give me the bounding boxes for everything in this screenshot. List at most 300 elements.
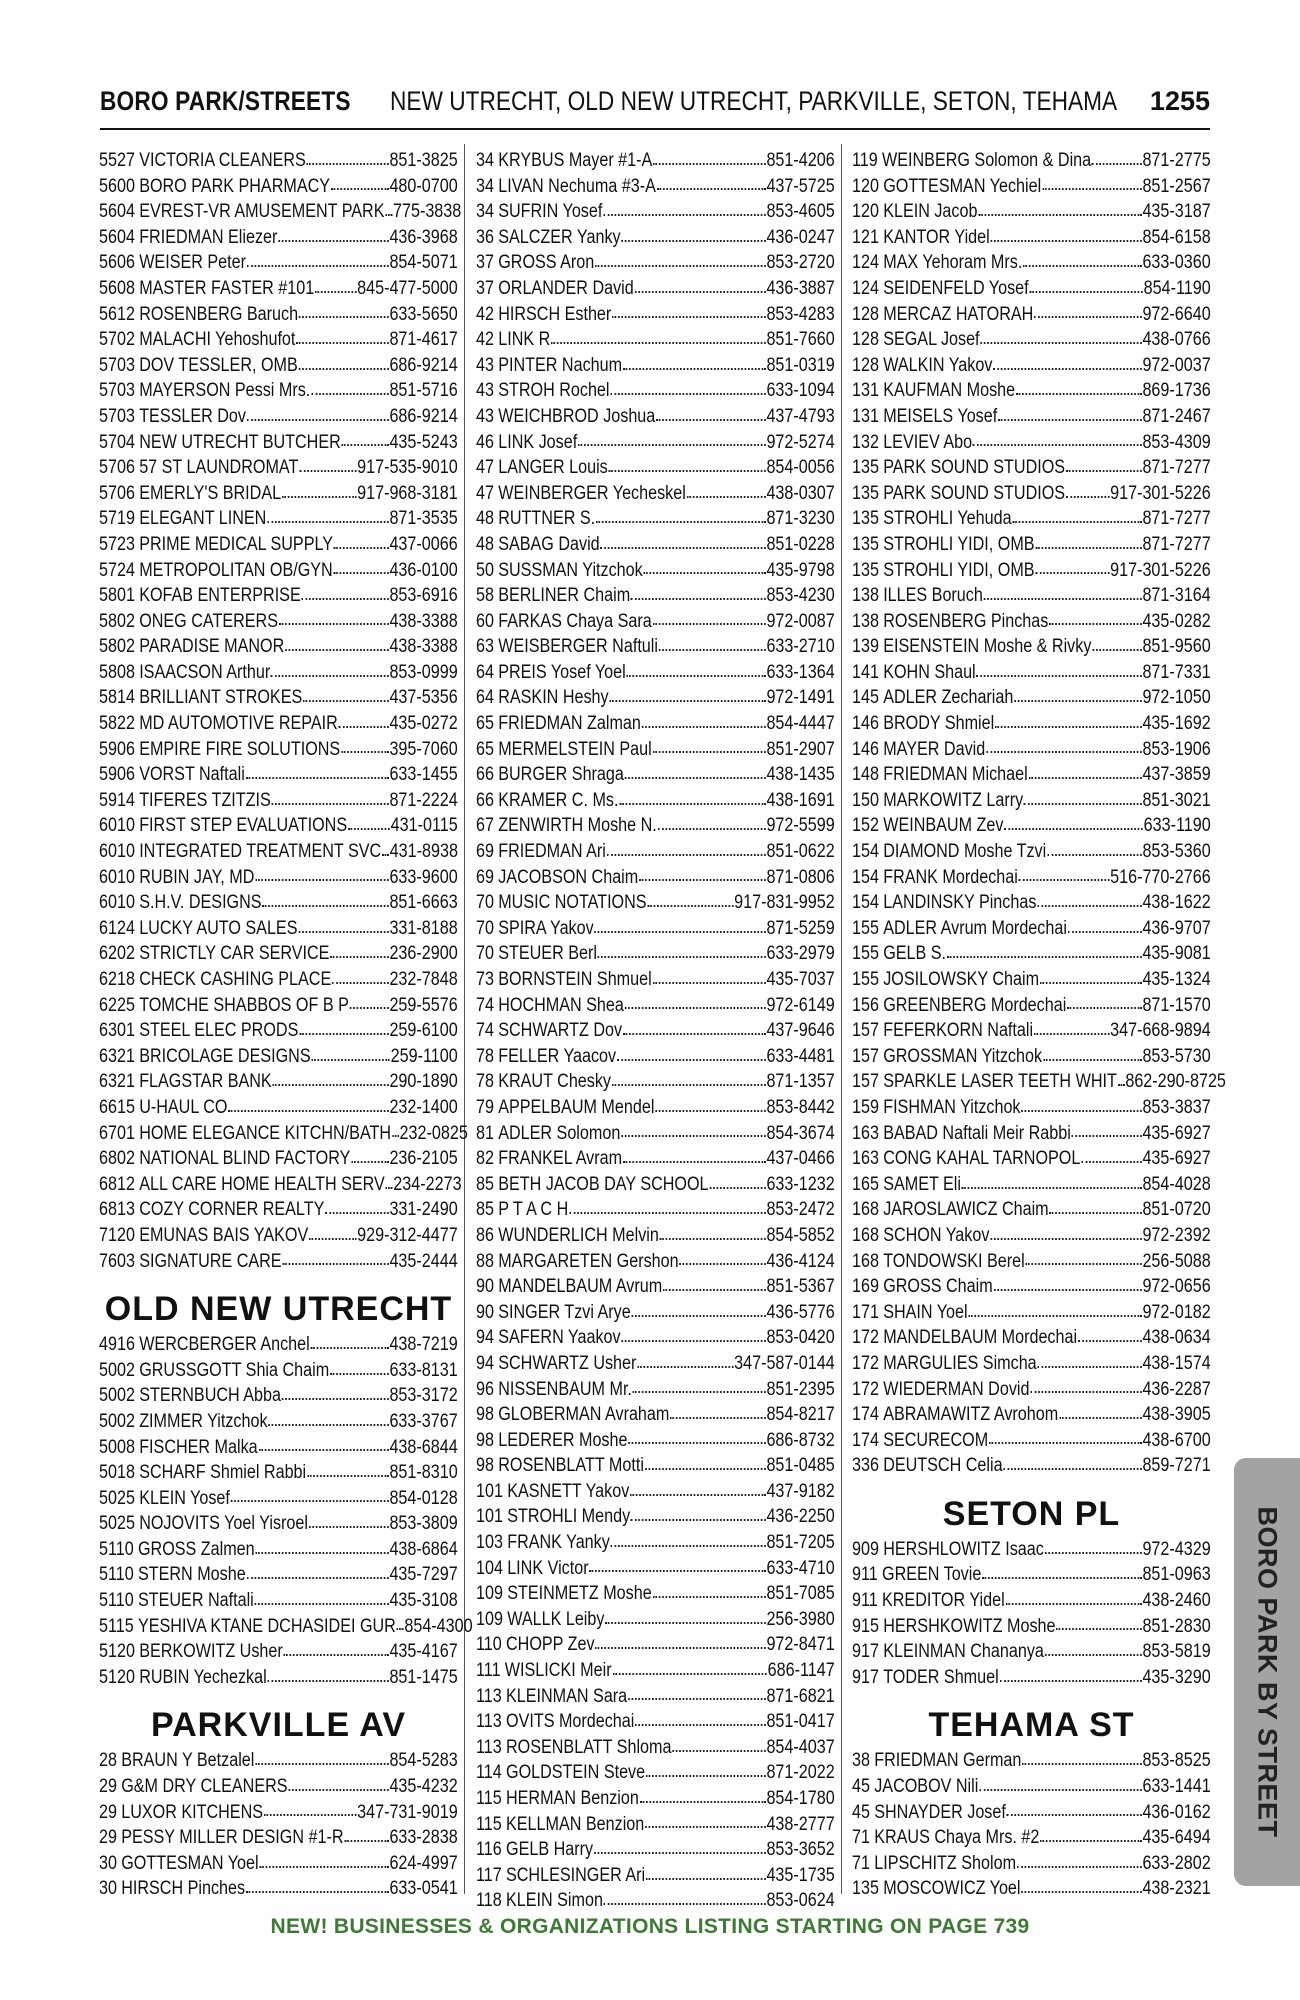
dot-leader: [655, 1110, 765, 1112]
listing-row: [852, 1402, 1211, 1428]
dot-leader: [1034, 316, 1141, 318]
house-number: 168: [852, 1224, 879, 1246]
dot-leader: [1021, 1110, 1141, 1112]
dot-leader: [640, 1801, 766, 1803]
house-number: 5018: [99, 1462, 135, 1484]
listing-name: BRICOLAGE DESIGNS: [139, 1045, 311, 1067]
house-number: 155: [852, 943, 879, 965]
dot-leader: [271, 675, 389, 677]
phone-number: 232-0825: [399, 1122, 468, 1144]
phone-number: 633-1190: [1143, 815, 1211, 837]
listing-row: [476, 455, 835, 481]
listing-row: [99, 1748, 458, 1774]
phone-number: 633-1455: [389, 764, 458, 786]
house-number: 159: [852, 1096, 879, 1118]
listing-row: [852, 788, 1211, 814]
house-number: 43: [476, 380, 494, 402]
phone-number: 435-9081: [1142, 943, 1211, 965]
listing-name: WUNDERLICH Melvin: [498, 1224, 659, 1246]
phone-number: 633-0360: [1142, 252, 1211, 274]
house-number: 5008: [99, 1436, 135, 1458]
listing-name: MAYERSON Pessi Mrs.: [139, 380, 311, 402]
dot-leader: [595, 931, 766, 933]
house-number: 46: [476, 431, 494, 453]
listing-name: INTEGRATED TREATMENT SVC: [139, 841, 382, 863]
listing-row: [99, 327, 458, 353]
house-number: 38: [852, 1750, 870, 1772]
listing-row: [476, 1479, 835, 1505]
phone-number: 437-0066: [389, 533, 458, 555]
dot-leader: [995, 726, 1142, 728]
listing-name: TODER Shmuel: [883, 1666, 999, 1688]
house-number: 135: [852, 482, 879, 504]
dot-leader: [247, 265, 389, 267]
phone-number: 871-3230: [766, 508, 835, 530]
dot-leader: [973, 444, 1142, 446]
house-number: 915: [852, 1615, 879, 1637]
listing-name: SPARKLE LASER TEETH WHIT: [883, 1071, 1117, 1093]
listing-row: [852, 583, 1211, 609]
phone-number: 853-4309: [1142, 431, 1211, 453]
phone-number: 869-1736: [1142, 380, 1211, 402]
house-number: 165: [852, 1173, 879, 1195]
dot-leader: [1006, 1603, 1142, 1605]
phone-number: 917-535-9010: [357, 457, 458, 479]
dot-leader: [947, 956, 1142, 958]
house-number: 5600: [99, 175, 135, 197]
house-number: 118: [476, 1890, 502, 1912]
dot-leader: [299, 1033, 388, 1035]
dot-leader: [1040, 982, 1142, 984]
house-number: 5002: [99, 1359, 135, 1381]
listing-row: [852, 1876, 1211, 1902]
listing-name: STROHLI Mendy: [507, 1506, 631, 1528]
house-number: 135: [852, 1878, 879, 1900]
house-number: 169: [852, 1276, 879, 1298]
house-number: 5706: [99, 482, 135, 504]
listing-row: [476, 225, 835, 251]
listing-row: [99, 1614, 473, 1640]
house-number: 98: [476, 1429, 494, 1451]
phone-number: 438-6700: [1142, 1429, 1211, 1451]
listing-row: [476, 1530, 835, 1556]
house-number: 111: [476, 1660, 501, 1682]
phone-number: 633-1094: [766, 380, 835, 402]
listing-name: SCHARF Shmiel Rabbi: [139, 1462, 307, 1484]
listing-name: EMERLY'S BRIDAL: [139, 482, 282, 504]
listing-row: [99, 1197, 458, 1223]
listing-name: KRYBUS Mayer #1-A: [498, 150, 653, 171]
house-number: 70: [476, 917, 494, 939]
house-number: 5002: [99, 1410, 135, 1432]
house-number: 94: [476, 1352, 494, 1374]
listing-name: FRIEDMAN Eliezer: [139, 226, 278, 248]
phone-number: 854-8217: [766, 1404, 835, 1426]
dot-leader: [330, 956, 388, 958]
listing-row: [852, 1325, 1211, 1351]
listing-row: [476, 1863, 835, 1889]
listing-row: [99, 1172, 462, 1198]
listing-name: MD AUTOMOTIVE REPAIR: [139, 713, 338, 735]
house-number: 88: [476, 1250, 494, 1272]
dot-leader: [332, 982, 388, 984]
house-number: 336: [852, 1455, 879, 1477]
section-title: BORO PARK/STREETS: [100, 86, 351, 116]
dot-leader: [631, 1519, 766, 1521]
listing-name: BURGER Shraga: [498, 764, 624, 786]
street-heading: SETON PL: [942, 1494, 1121, 1533]
phone-number: 871-7277: [1142, 457, 1211, 479]
phone-number: 853-5360: [1142, 841, 1211, 863]
listing-row: [852, 1274, 1211, 1300]
house-number: 121: [852, 226, 879, 248]
listing-row: [99, 481, 458, 507]
listing-row: [476, 865, 835, 891]
listing-name: WISLICKI Meir: [504, 1660, 612, 1682]
phone-number: 851-0963: [1142, 1564, 1211, 1586]
phone-number: 438-2321: [1142, 1878, 1211, 1900]
dot-leader: [594, 1852, 766, 1854]
dot-leader: [642, 726, 766, 728]
listing-name: KRAUS Chaya Mrs. #2: [874, 1827, 1040, 1849]
house-number: 69: [476, 841, 494, 863]
house-number: 74: [476, 1020, 494, 1042]
dot-leader: [709, 1187, 765, 1189]
listing-name: FELLER Yaacov: [498, 1045, 617, 1067]
phone-number: 853-0624: [766, 1890, 835, 1912]
listing-row: [99, 378, 458, 404]
listing-name: EMPIRE FIRE SOLUTIONS: [139, 738, 341, 760]
phone-number: 854-3674: [766, 1122, 835, 1144]
phone-number: 347-668-9894: [1110, 1020, 1211, 1042]
listing-row: [476, 1888, 835, 1914]
phone-number: 854-5283: [389, 1750, 458, 1772]
house-number: 5801: [99, 585, 135, 607]
dot-leader: [603, 214, 765, 216]
listing-row: [99, 1876, 458, 1902]
listing-column-3: [852, 148, 1226, 1902]
dot-leader: [635, 1724, 765, 1726]
listing-row: [99, 353, 458, 379]
phone-number: 259-6100: [389, 1020, 458, 1042]
listing-row: [852, 609, 1211, 635]
dot-leader: [1035, 547, 1141, 549]
phone-number: 633-2979: [766, 943, 835, 965]
dot-leader: [637, 1366, 733, 1368]
phone-number: 438-1691: [766, 789, 835, 811]
house-number: 103: [476, 1532, 503, 1554]
house-number: 48: [476, 533, 494, 555]
listing-row: [852, 1825, 1211, 1851]
house-number: 124: [852, 252, 879, 274]
dot-leader: [989, 1442, 1142, 1444]
phone-number: 435-4232: [389, 1776, 458, 1798]
listing-row: [852, 148, 1211, 174]
listing-name: WEINBERGER Yecheskel: [498, 482, 686, 504]
house-number: 911: [852, 1590, 878, 1612]
listing-row: [476, 1504, 835, 1530]
house-number: 115: [476, 1788, 502, 1809]
listing-name: LIVAN Nechuma #3-A: [498, 175, 656, 197]
house-number: 154: [852, 866, 879, 888]
dot-leader: [382, 854, 389, 856]
dot-leader: [611, 1545, 766, 1547]
listing-name: U-HAUL CO: [139, 1096, 228, 1118]
dot-leader: [600, 547, 765, 549]
listing-name: FLAGSTAR BANK: [139, 1071, 272, 1093]
house-number: 98: [476, 1404, 494, 1426]
dot-leader: [653, 623, 766, 625]
house-number: 6813: [99, 1199, 135, 1221]
house-number: 6701: [99, 1122, 135, 1144]
listing-row: [99, 1223, 458, 1249]
listing-row: [99, 558, 458, 584]
listing-row: [852, 916, 1211, 942]
phone-number: 871-6821: [766, 1685, 835, 1707]
dot-leader: [670, 1417, 765, 1419]
side-tab[interactable]: [1234, 1458, 1300, 1886]
house-number: 5110: [99, 1538, 134, 1560]
dot-leader: [633, 1391, 766, 1393]
listing-name: S.H.V. DESIGNS: [139, 892, 262, 914]
dot-leader: [635, 291, 766, 293]
listing-row: [852, 737, 1211, 763]
listing-row: [476, 737, 835, 763]
phone-number: 851-0485: [766, 1455, 835, 1477]
listing-row: [476, 839, 835, 865]
house-number: 135: [852, 457, 879, 479]
listing-name: FEFERKORN Naftali: [883, 1020, 1034, 1042]
phone-number: 851-0720: [1142, 1199, 1211, 1221]
listing-name: LINK Josef: [498, 431, 578, 453]
listing-name: KLEIN Jacob: [883, 201, 978, 223]
dot-leader: [612, 316, 765, 318]
listing-name: NATIONAL BLIND FACTORY: [139, 1148, 351, 1170]
listing-name: LEDERER Moshe: [498, 1429, 628, 1451]
phone-number: 853-3172: [389, 1385, 458, 1407]
phone-number: 437-5356: [389, 687, 458, 709]
house-number: 135: [852, 533, 879, 555]
house-number: 47: [476, 457, 494, 479]
house-number: 73: [476, 969, 494, 990]
house-number: 5814: [99, 687, 135, 709]
listing-row: [99, 916, 458, 942]
house-number: 155: [852, 917, 879, 939]
house-number: 135: [852, 508, 879, 530]
dot-leader: [1092, 163, 1142, 165]
listing-row: [99, 1332, 458, 1358]
dot-leader: [595, 1647, 765, 1649]
listing-name: BERKOWITZ Usher: [139, 1641, 283, 1663]
house-number: 28: [99, 1750, 117, 1772]
house-number: 94: [476, 1327, 494, 1349]
house-number: 168: [852, 1250, 879, 1272]
house-number: 34: [476, 175, 494, 197]
phone-number: 431-8938: [389, 841, 458, 863]
dot-leader: [610, 393, 765, 395]
house-number: 6225: [99, 994, 135, 1016]
house-number: 66: [476, 789, 494, 811]
house-number: 5703: [99, 380, 135, 402]
listing-row: [476, 685, 835, 711]
phone-number: 853-4605: [766, 201, 835, 223]
house-number: 174: [852, 1429, 879, 1451]
listing-row: [476, 1581, 835, 1607]
listing-row: [99, 634, 458, 660]
phone-number: 435-1324: [1142, 969, 1211, 990]
house-number: 117: [476, 1864, 502, 1886]
dot-leader: [255, 879, 388, 881]
listing-row: [99, 1044, 458, 1070]
phone-number: 633-1364: [766, 661, 835, 683]
phone-number: 871-1570: [1142, 994, 1211, 1016]
listing-name: FRANK Yanky: [507, 1532, 610, 1554]
listing-name: ADLER Zechariah: [883, 687, 1014, 709]
listing-row: [99, 583, 458, 609]
phone-number: 633-4481: [766, 1045, 835, 1067]
dot-leader: [657, 188, 766, 190]
listing-row: [476, 250, 835, 276]
phone-number: 871-7277: [1142, 508, 1211, 530]
phone-number: 436-0247: [766, 226, 835, 248]
phone-number: 917-301-5226: [1110, 559, 1211, 581]
listing-row: [476, 1402, 835, 1428]
phone-number: 853-3652: [766, 1839, 835, 1861]
listing-name: FRANKEL Avram: [498, 1148, 623, 1170]
listing-row: [99, 430, 458, 456]
listing-name: HERSHKOWITZ Moshe: [883, 1615, 1056, 1637]
house-number: 128: [852, 303, 879, 325]
house-number: 5822: [99, 713, 135, 735]
phone-number: 438-2777: [766, 1813, 835, 1835]
dot-leader: [284, 1654, 389, 1656]
house-number: 5906: [99, 764, 135, 786]
listing-name: HIRSCH Esther: [498, 303, 612, 325]
phone-number: 972-6640: [1142, 303, 1211, 325]
listing-name: FRIEDMAN Michael: [883, 764, 1028, 786]
house-number: 113: [476, 1711, 502, 1733]
phone-number: 438-0766: [1142, 329, 1211, 351]
house-number: 172: [852, 1327, 879, 1349]
phone-number: 851-6663: [389, 892, 458, 914]
phone-number: 851-2567: [1142, 175, 1211, 197]
phone-number: 436-3887: [766, 277, 835, 299]
listing-row: [99, 1460, 458, 1486]
listing-name: ILLES Boruch: [883, 585, 983, 607]
dot-leader: [1081, 1161, 1141, 1163]
dot-leader: [596, 521, 766, 523]
house-number: 64: [476, 687, 494, 709]
listing-name: DEUTSCH Celia: [883, 1455, 1003, 1477]
phone-number: 851-7085: [766, 1583, 835, 1605]
listing-name: VICTORIA CLEANERS: [139, 150, 306, 171]
house-number: 48: [476, 508, 494, 530]
house-number: 6802: [99, 1148, 135, 1170]
phone-number: 972-0656: [1142, 1276, 1211, 1298]
listing-row: [852, 1800, 1211, 1826]
listing-row: [99, 660, 458, 686]
house-number: 5703: [99, 354, 135, 376]
phone-number: 871-3164: [1142, 585, 1211, 607]
listing-column-2: [476, 148, 835, 1914]
dot-leader: [609, 700, 765, 702]
listing-row: [99, 199, 462, 225]
dot-leader: [991, 240, 1142, 242]
listing-name: FIRST STEP EVALUATIONS: [139, 815, 348, 837]
listing-name: METROPOLITAN OB/GYN: [139, 559, 333, 581]
house-number: 65: [476, 738, 494, 760]
house-number: 6010: [99, 841, 135, 863]
listing-name: LUCKY AUTO SALES: [139, 917, 298, 939]
listing-name: HERSHLOWITZ Isaac: [883, 1538, 1044, 1560]
house-number: 5612: [99, 303, 135, 325]
listing-row: [852, 890, 1211, 916]
listing-row: [852, 1121, 1211, 1147]
listing-name: KOHN Shaul: [883, 661, 976, 683]
dot-leader: [1056, 1628, 1141, 1630]
house-number: 90: [476, 1301, 494, 1323]
house-number: 5706: [99, 457, 135, 479]
house-number: 5704: [99, 431, 135, 453]
listing-name: BORNSTEIN Shmuel: [498, 969, 652, 990]
phone-number: 633-1441: [1142, 1776, 1211, 1798]
listing-row: [476, 1325, 835, 1351]
dot-leader: [262, 905, 388, 907]
phone-number: 845-477-5000: [357, 277, 458, 299]
dot-leader: [1007, 1814, 1142, 1816]
phone-number: 686-9214: [389, 354, 458, 376]
phone-number: 854-5852: [766, 1224, 835, 1246]
phone-number: 686-8732: [766, 1429, 835, 1451]
dot-leader: [1003, 1468, 1141, 1470]
house-number: 45: [852, 1801, 870, 1823]
listing-row: [852, 455, 1211, 481]
listing-row: [99, 1851, 458, 1877]
phone-number: 853-3809: [389, 1513, 458, 1535]
listing-row: [99, 1383, 458, 1409]
house-number: 34: [476, 150, 494, 171]
dot-leader: [307, 1475, 389, 1477]
listing-row: [476, 993, 835, 1019]
listing-name: ROSENBERG Pinchas: [883, 610, 1049, 632]
phone-number: 624-4997: [389, 1852, 458, 1874]
listing-row: [99, 404, 458, 430]
listing-row: [852, 839, 1211, 865]
dot-leader: [962, 1187, 1142, 1189]
dot-leader: [551, 342, 765, 344]
house-number: 43: [476, 354, 494, 376]
listing-name: ABRAMAWITZ Avrohom: [883, 1404, 1059, 1426]
listing-row: [476, 1453, 835, 1479]
dot-leader: [1030, 1391, 1141, 1393]
dot-leader: [342, 444, 389, 446]
house-number: 67: [476, 815, 494, 837]
listing-name: BRAUN Y Betzalel: [121, 1750, 255, 1772]
listing-name: RUBIN Yechezkal: [139, 1666, 267, 1688]
listing-name: PRIME MEDICAL SUPPLY: [139, 533, 334, 555]
listing-row: [99, 711, 458, 737]
phone-number: 480-0700: [389, 175, 458, 197]
house-number: 5025: [99, 1487, 135, 1509]
phone-number: 853-1906: [1142, 738, 1211, 760]
dot-leader: [990, 1238, 1141, 1240]
listing-name: BABAD Naftali Meir Rabbi: [883, 1122, 1071, 1144]
listing-row: [476, 1658, 835, 1684]
phone-number: 871-1357: [766, 1071, 835, 1093]
phone-number: 851-1475: [389, 1666, 458, 1688]
dot-leader: [605, 1622, 765, 1624]
dot-leader: [264, 1814, 356, 1816]
